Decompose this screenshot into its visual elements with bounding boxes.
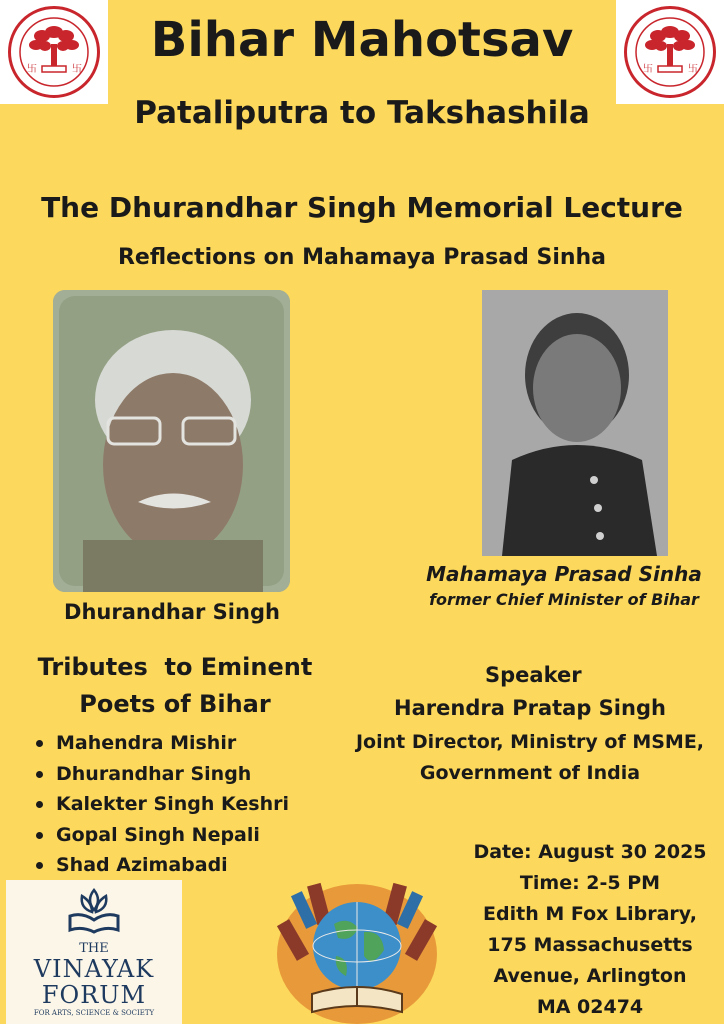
svg-text:卐: 卐	[688, 64, 698, 75]
globe-icon	[272, 872, 442, 1024]
bihar-emblem-icon	[624, 6, 716, 98]
forum-logo-the: THE	[79, 941, 109, 956]
speaker-role-line1: Joint Director, Ministry of MSME,	[355, 731, 705, 753]
event-date: Date: August 30 2025	[473, 841, 707, 863]
forum-logo-forum: FORUM	[41, 981, 147, 1009]
list-item: Shad Azimabadi	[34, 850, 334, 881]
speaker-label: Speaker	[485, 663, 582, 687]
svg-text:卐: 卐	[27, 64, 37, 75]
vinayak-forum-logo	[6, 880, 182, 1024]
event-title: Bihar Mahotsav	[150, 12, 574, 68]
lotus-book-icon	[64, 886, 124, 936]
bihar-seal-right	[616, 0, 724, 104]
bihar-seal-left	[0, 0, 108, 104]
svg-text:卐: 卐	[72, 64, 82, 75]
event-time: Time: 2-5 PM	[519, 872, 661, 894]
lecture-subtitle: Reflections on Mahamaya Prasad Sinha	[117, 245, 607, 270]
forum-logo-tagline: FOR ARTS, SCIENCE & SOCIETY	[33, 1009, 155, 1017]
caption-mahamaya-title: former Chief Minister of Bihar	[429, 590, 699, 609]
forum-logo-vinayak: VINAYAK	[33, 955, 155, 983]
speaker-name: Harendra Pratap Singh	[394, 696, 666, 720]
event-venue-line4: MA 02474	[536, 996, 644, 1018]
caption-mahamaya-name: Mahamaya Prasad Sinha	[426, 562, 702, 586]
list-item: Gopal Singh Nepali	[34, 820, 334, 851]
event-venue-line1: Edith M Fox Library,	[483, 903, 697, 925]
lecture-title: The Dhurandhar Singh Memorial Lecture	[41, 191, 683, 224]
portrait-mahamaya-prasad-sinha	[482, 290, 668, 556]
poets-list	[34, 728, 334, 881]
globe-books-emblem	[272, 872, 442, 1024]
event-venue-line3: Avenue, Arlington	[493, 965, 687, 987]
caption-dhurandhar-singh: Dhurandhar Singh	[64, 600, 280, 624]
bihar-emblem-icon	[8, 6, 100, 98]
tributes-heading-line2: Poets of Bihar	[79, 690, 271, 718]
svg-text:卐: 卐	[643, 64, 653, 75]
list-item: Mahendra Mishir	[34, 728, 334, 759]
portrait-dhurandhar-singh	[53, 290, 290, 592]
event-venue-line2: 175 Massachusetts	[487, 934, 693, 956]
event-subtitle: Pataliputra to Takshashila	[134, 95, 590, 131]
tributes-heading-line1: Tributes to Eminent	[37, 653, 313, 681]
list-item: Dhurandhar Singh	[34, 759, 334, 790]
speaker-role-line2: Government of India	[419, 762, 641, 784]
list-item: Kalekter Singh Keshri	[34, 789, 334, 820]
